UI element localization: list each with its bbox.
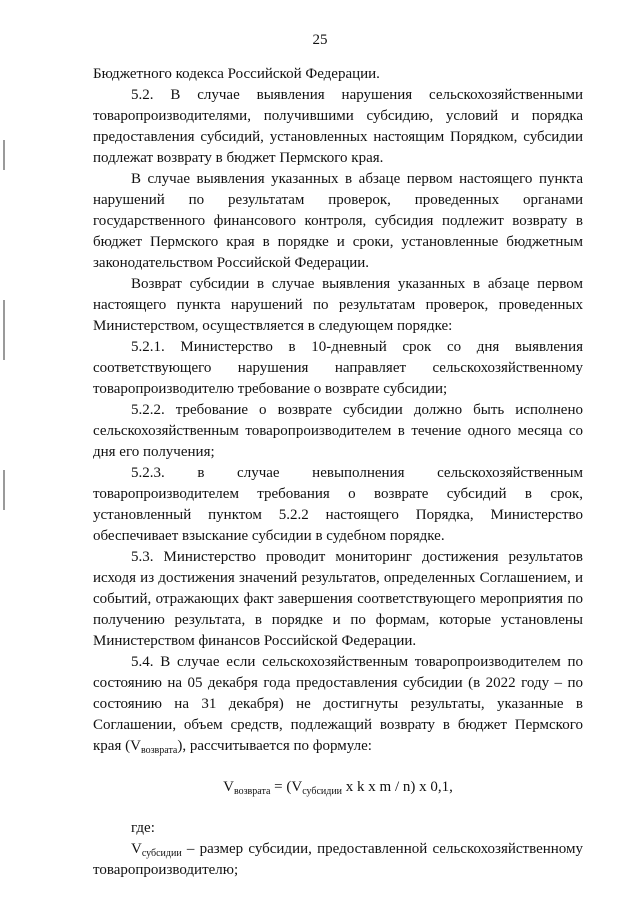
paragraph-control-violations: В случае выявления указанных в абзаце первом настоящего пункта нарушений по результатам проверок, проведенных органами государственного финансового контроля, субсидия подлежит возврату в бюджет Пермского края в порядке и сроки, установленные бюджетным законодательством Российской Федерации.	[93, 171, 583, 271]
document-body	[93, 64, 583, 881]
paragraph-5-4-text: 5.4. В случае если сельскохозяйственным товаропроизводителем по состоянию на 05 декабря года предоставления субсидии (в 2022 году – по состоянию на 31 декабря) не достигнуты результаты, указанные в Соглашении, объем средств, подлежащий возврату в бюджет Пермского края (V	[93, 654, 583, 754]
paragraph-5-4-tail: ), рассчитывается по формуле:	[177, 738, 372, 754]
paragraph-5-2-1: 5.2.1. Министерство в 10-дневный срок со дня выявления соответствующего нарушения направляет сельскохозяйственному товаропроизводителю требование о возврате субсидии;	[93, 339, 583, 397]
definition-v-subscript: субсидии	[141, 848, 182, 859]
scan-edge-mark	[3, 300, 5, 360]
definition-v: V	[131, 841, 142, 857]
paragraph-5-2-3: 5.2.3. в случае невыполнения сельскохозяйственным товаропроизводителем требования о возврате субсидий в срок, установленный пунктом 5.2.2 настоящего Порядка, Министерство обеспечивает взыскание субсидии в судебном порядке.	[93, 465, 583, 544]
definition-text: – размер субсидии, предоставленной сельскохозяйственному товаропроизводителю;	[93, 841, 583, 878]
where-label: где:	[131, 820, 155, 836]
paragraph-5-3: 5.3. Министерство проводит мониторинг достижения результатов исходя из достижения значений результатов, определенных Соглашением, и событий, отражающих факт завершения соответствующего мероприятия по получению результата, в порядке и по формам, которые установлены Министерством финансов Российской Федерации.	[93, 549, 583, 649]
paragraph-budget-code: Бюджетного кодекса Российской Федерации.	[93, 66, 380, 82]
formula	[93, 777, 583, 798]
paragraph-5-2: 5.2. В случае выявления нарушения сельскохозяйственными товаропроизводителями, получившими субсидию, условий и порядка предоставления субсидий, установленных настоящим Порядком, субсидии подлежат возврату в бюджет Пермского края.	[93, 87, 583, 166]
formula-equals: = (V	[270, 779, 303, 795]
scan-edge-mark	[3, 470, 5, 510]
paragraph-return-order: Возврат субсидии в случае выявления указанных в абзаце первом настоящего пункта нарушений по результатам проверок, проведенных Министерством, осуществляется в следующем порядке:	[93, 276, 583, 334]
formula-v: V	[223, 779, 234, 795]
scan-edge-mark	[3, 140, 5, 170]
definition-v-subsidy	[93, 839, 583, 881]
paragraph-5-4-subscript: возврата	[140, 745, 178, 756]
formula-rest: x k x m / n) x 0,1,	[342, 779, 453, 795]
page-number: 25	[312, 32, 328, 48]
paragraph-5-4	[93, 652, 583, 757]
paragraph-5-2-2: 5.2.2. требование о возврате субсидии должно быть исполнено сельскохозяйственным товаропроизводителем в течение одного месяца со дня его получения;	[93, 402, 583, 460]
formula-subsidy-subscript: субсидии	[302, 786, 343, 797]
formula-v-subscript: возврата	[233, 786, 271, 797]
